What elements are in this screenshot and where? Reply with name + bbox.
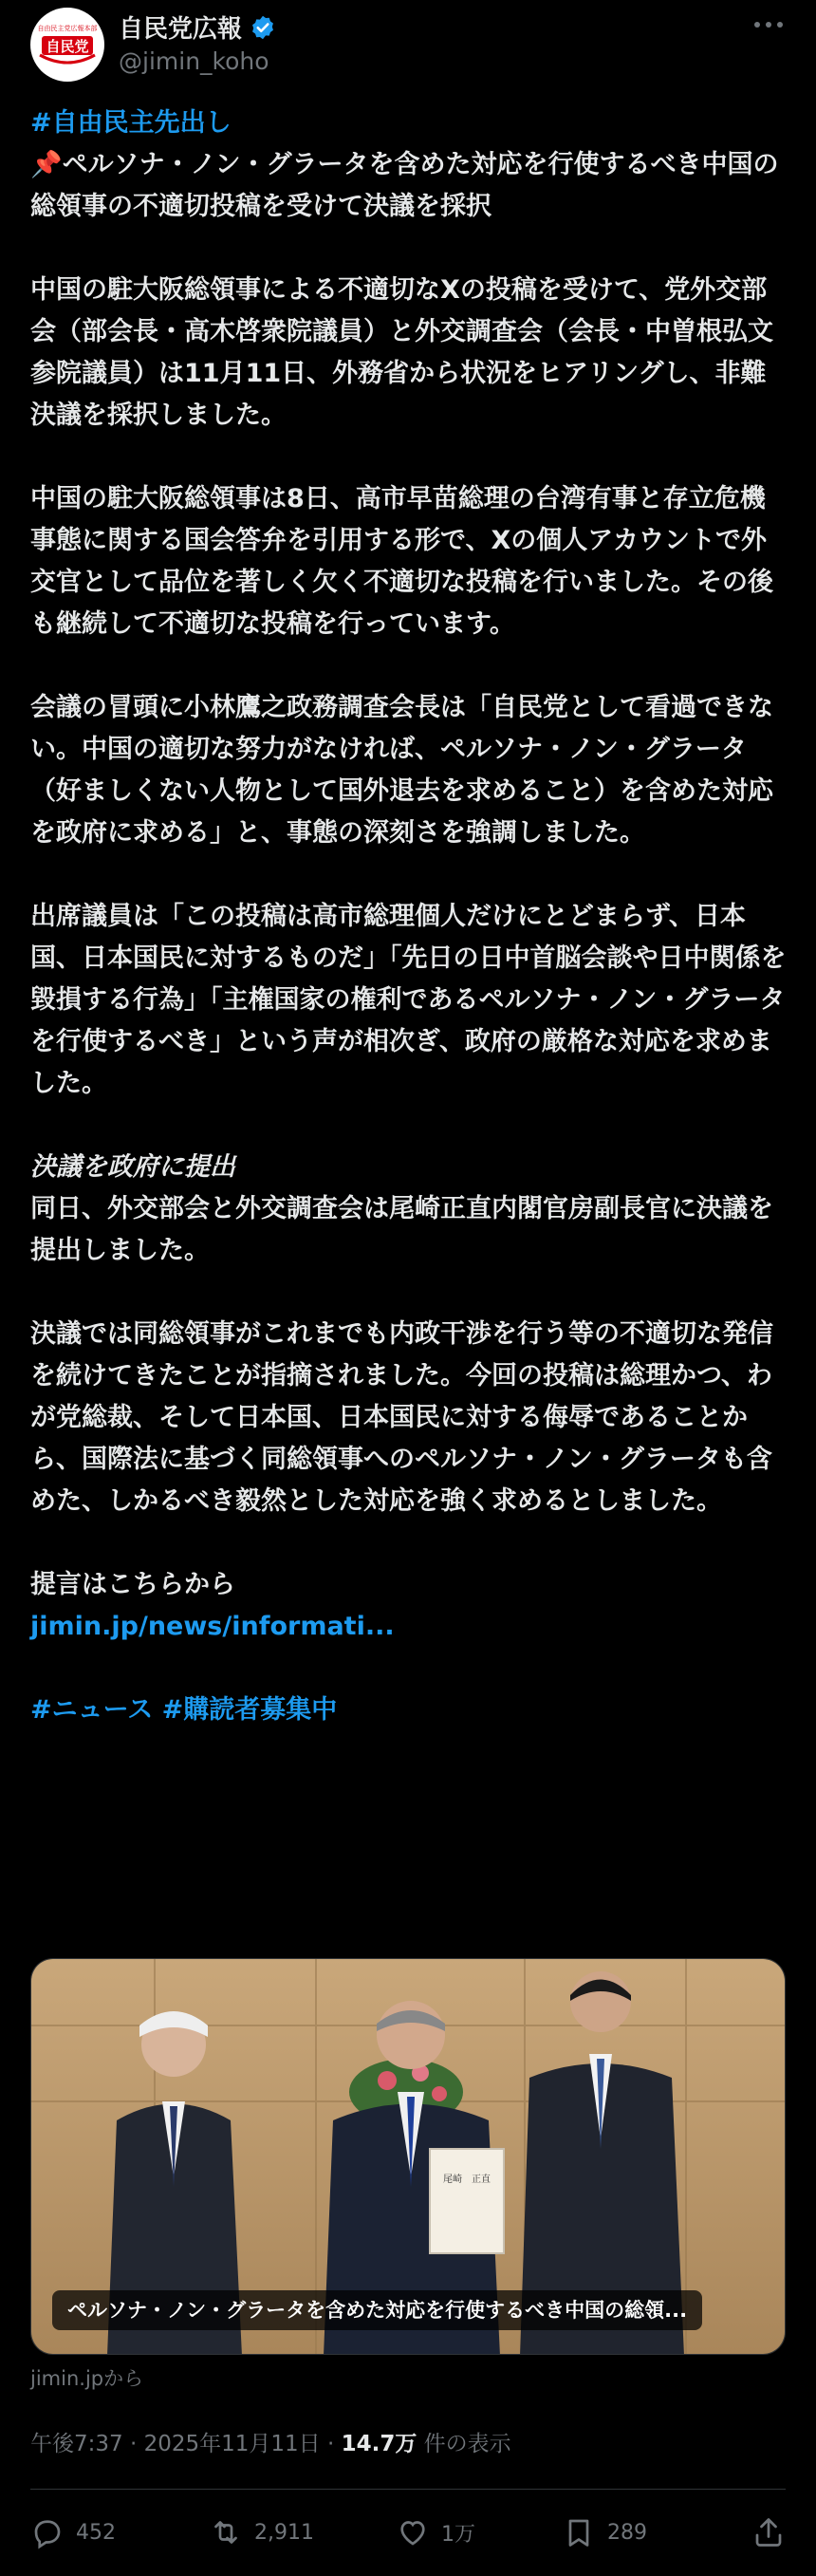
action-bar: [30, 2504, 786, 2561]
handle[interactable]: @jimin_koho: [119, 47, 269, 75]
post-body: [30, 103, 789, 1731]
post-time[interactable]: 午後7:37: [30, 2432, 123, 2456]
bookmark-icon: [562, 2515, 596, 2549]
repost-icon: [209, 2515, 243, 2549]
party-logo-icon: [30, 8, 104, 82]
external-link[interactable]: jimin.jp/news/informati...: [30, 1612, 395, 1641]
post-headline: 📌ペルソナ・ノン・グラータを含めた対応を行使するべき中国の総領事の不適切投稿を受けて決議を採択: [30, 150, 779, 221]
bookmark-count: 289: [607, 2520, 647, 2545]
meta-separator: ·: [326, 2432, 335, 2456]
verified-badge-icon: [250, 14, 276, 41]
views-count: 14.7万: [341, 2432, 417, 2456]
divider: [30, 2489, 786, 2490]
avatar[interactable]: [30, 8, 104, 82]
display-name[interactable]: 自民党広報: [119, 15, 243, 44]
avatar-text: 自民党: [46, 38, 89, 55]
post-meta: [30, 2426, 511, 2457]
paragraph: 中国の駐大阪総領事は8日、高市早苗総理の台湾有事と存立危機事態に関する国会答弁を引用する形で、Xの個人アカウントで外交官として品位を著しく欠く不適切な投稿を行いました。その後も継続して不適切な投稿を行っています。: [30, 484, 773, 639]
meta-separator: ·: [129, 2432, 138, 2456]
more-options-icon[interactable]: [751, 15, 786, 34]
post-header: [30, 6, 786, 82]
post-date[interactable]: 2025年11月11日: [143, 2432, 321, 2456]
link-card-title: ペルソナ・ノン・グラータを含めた対応を行使するべき中国の総領...: [52, 2290, 702, 2330]
avatar-subtext: 自由民主党広報本部: [37, 25, 98, 32]
reply-icon: [30, 2515, 65, 2549]
reply-count: 452: [76, 2520, 116, 2545]
repost-count: 2,911: [254, 2520, 314, 2545]
paragraph: 会議の冒頭に小林鷹之政務調査会長は「自民党として看過できない。中国の適切な努力がなければ、ペルソナ・ノン・グラータ（好ましくない人物として国外退去を求めること）を含めた対応を政府に求める」と、事態の深刻さを強調しました。: [30, 693, 773, 848]
share-icon: [751, 2515, 786, 2549]
like-button[interactable]: [396, 2504, 475, 2561]
resolution-document: [430, 2149, 504, 2253]
heart-icon: [396, 2515, 430, 2549]
paragraph: 同日、外交部会と外交調査会は尾崎正直内閣官房副長官に決議を提出しました。: [30, 1194, 773, 1265]
section-heading: 決議を政府に提出: [30, 1152, 235, 1182]
views-label: 件の表示: [423, 2432, 511, 2456]
reply-button[interactable]: [30, 2504, 116, 2561]
document-text: 尾崎 正直: [443, 2175, 491, 2185]
link-card-image[interactable]: [30, 1958, 786, 2355]
like-count: 1万: [441, 2522, 475, 2547]
proposal-label: 提言はこちらから: [30, 1570, 235, 1599]
paragraph: 出席議員は「この投稿は高市総理個人だけにとどまらず、日本国、日本国民に対するものだ」「先日の日中首脳会談や日中関係を毀損する行為」「主権国家の権利であるペルソナ・ノン・グラータを行使するべき」という声が相次ぎ、政府の厳格な対応を求めました。: [30, 902, 787, 1098]
link-source[interactable]: jimin.jpから: [30, 2367, 144, 2390]
name-row: [119, 9, 276, 45]
hashtag-link[interactable]: #自由民主先出し: [30, 108, 232, 138]
share-button[interactable]: [751, 2504, 786, 2561]
hashtags-link[interactable]: #ニュース #購読者募集中: [30, 1695, 338, 1725]
repost-button[interactable]: [209, 2504, 314, 2561]
paragraph: 決議では同総領事がこれまでも内政干渉を行う等の不適切な発信を続けてきたことが指摘されました。今回の投稿は総理かつ、わが党総裁、そして日本国、日本国民に対する侮辱であることから、国際法に基づく同総領事へのペルソナ・ノン・グラータも含めた、しかるべき毅然とした対応を強く求めるとしました。: [30, 1319, 773, 1516]
bookmark-button[interactable]: [562, 2504, 647, 2561]
paragraph: 中国の駐大阪総領事による不適切なXの投稿を受けて、党外交部会（部会長・高木啓衆院議員）と外交調査会（会長・中曽根弘文参院議員）は11月11日、外務省から状況をヒアリングし、非難決議を採択しました。: [30, 275, 773, 430]
